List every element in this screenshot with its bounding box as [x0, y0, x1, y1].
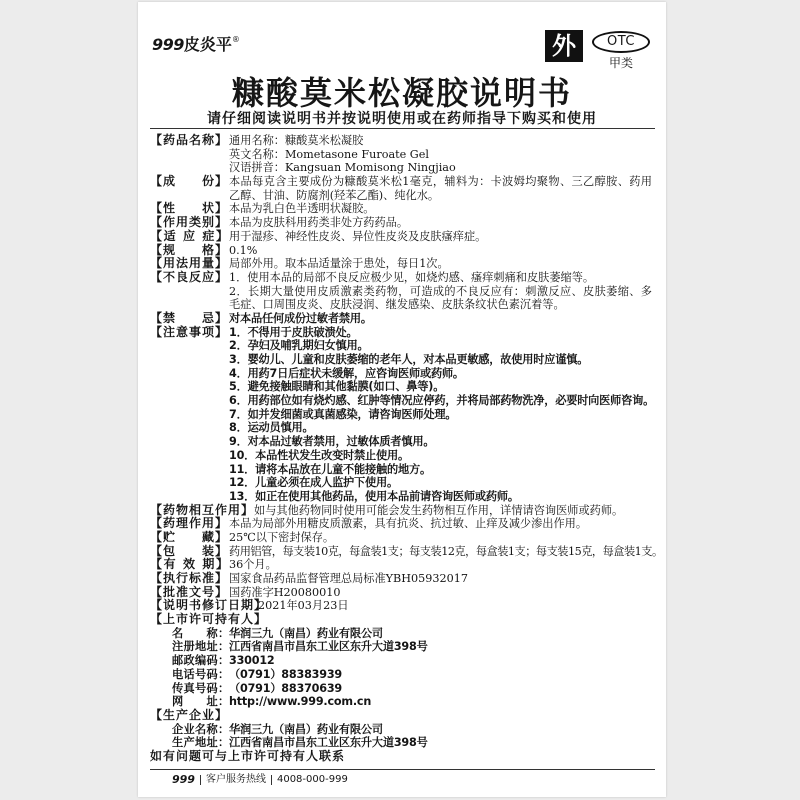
- section-label: 【贮 藏】: [150, 529, 229, 544]
- field-key: 名 称：: [172, 626, 229, 640]
- header-divider: [150, 128, 655, 129]
- section-category: [150, 216, 655, 230]
- section-adverse-reactions: [150, 271, 655, 312]
- section-label: 【批准文号】: [150, 584, 229, 599]
- section-line: 36个月。: [229, 558, 277, 572]
- section-line: 毛症、口周围皮炎、皮肤浸润、继发感染、皮肤条纹状色素沉着等。: [229, 298, 565, 312]
- field-value: 华润三九（南昌）药业有限公司: [229, 626, 383, 640]
- section-label: 【执行标准】: [150, 571, 229, 585]
- field-key: 电话号码：: [172, 667, 229, 681]
- section-label: 【注意事项】: [150, 324, 229, 339]
- section-line: 用于湿疹、神经性皮炎、异位性皮炎及皮肤瘙痒症。: [229, 229, 487, 243]
- section-line: 国家食品药品监督管理总局标准YBH05932017: [229, 572, 468, 585]
- section-line: 如与其他药物同时使用可能会发生药物相互作用，详情请咨询医师或药师。: [254, 503, 624, 517]
- section-standard: [150, 572, 655, 586]
- footer-brand: 999: [172, 773, 195, 786]
- registered-mark: ®: [231, 35, 240, 44]
- field-value: 华润三九（南昌）药业有限公司: [229, 722, 383, 736]
- section-line: 1．使用本品的局部不良反应极少见，如烧灼感、瘙痒刺痛和皮肤萎缩等。: [229, 270, 595, 284]
- section-label: 【性 状】: [150, 201, 229, 216]
- section-label: 【药物相互作用】: [150, 502, 255, 517]
- section-line: 对本品任何成份过敏者禁用。: [229, 311, 372, 325]
- field-value: 江西省南昌市昌东工业区东升大道398号: [229, 736, 428, 750]
- section-label: 【成 份】: [150, 174, 229, 189]
- field-value: （0791）88383939: [229, 667, 342, 681]
- field-value: （0791）88370639: [229, 681, 342, 695]
- field-key: 传真号码：: [172, 681, 229, 695]
- external-use-badge: 外: [545, 30, 583, 62]
- field-key: 英文名称：: [229, 147, 285, 161]
- section-label: 【作用类别】: [150, 215, 229, 230]
- precaution-item: 8．运动员慎用。: [229, 421, 314, 435]
- brand-name: 皮炎平: [183, 35, 232, 54]
- field-value: 江西省南昌市昌东工业区东升大道398号: [229, 640, 428, 654]
- manufacturer-address-row: [150, 736, 655, 750]
- holder-website-row: [150, 695, 655, 709]
- section-label: 【生产企业】: [150, 707, 229, 722]
- section-label: 【禁 忌】: [150, 310, 229, 325]
- section-label: 【包 装】: [150, 543, 229, 558]
- section-drug-name: [150, 134, 655, 175]
- footer: [172, 773, 348, 787]
- section-manufacturer: [150, 709, 655, 723]
- section-dosage: [150, 257, 655, 271]
- section-shelf-life: [150, 558, 655, 572]
- section-precautions: [150, 326, 655, 504]
- brand-logo: [152, 35, 240, 55]
- section-license-holder: [150, 613, 655, 627]
- precaution-item: 9．对本品过敏者禁用，过敏体质者慎用。: [229, 435, 435, 449]
- precaution-item: 6．用药部位如有烧灼感、红肿等情况应停药，并将局部药物洗净，必要时向医师咨询。: [229, 394, 655, 408]
- field-key: 通用名称：: [229, 134, 285, 147]
- brand-number: 999: [152, 35, 184, 54]
- section-revision-date: [150, 599, 655, 613]
- field-key: 注册地址：: [172, 640, 229, 654]
- section-label: 【不良反应】: [150, 269, 229, 284]
- section-label: 【规 格】: [150, 242, 229, 257]
- page-subtitle: 请仔细阅读说明书并按说明使用或在药师指导下购买和使用: [207, 111, 597, 127]
- field-key: 企业名称：: [172, 722, 229, 736]
- section-line: 局部外用。取本品适量涂于患处，每日1次。: [229, 257, 449, 271]
- section-label: 【上市许可持有人】: [150, 612, 268, 627]
- footer-separator: [200, 775, 201, 785]
- precaution-item: 1．不得用于皮肤破溃处。: [229, 325, 358, 339]
- generic-name-line: [229, 134, 655, 148]
- english-name-line: [229, 148, 655, 162]
- section-storage: [150, 531, 655, 545]
- precaution-item: 2．孕妇及哺乳期妇女慎用。: [229, 339, 369, 353]
- field-key: 生产地址：: [172, 736, 229, 750]
- page-title: 糠酸莫米松凝胶说明书: [231, 74, 572, 112]
- footer-divider: [150, 769, 655, 770]
- precaution-item: 11．请将本品放在儿童不能接触的地方。: [229, 462, 431, 476]
- section-line: 国药准字H20080010: [229, 585, 341, 599]
- section-label: 【药理作用】: [150, 516, 229, 531]
- section-line: 药用铝管，每支装10克，每盒装1支；每支装12克，每盒装1支；每支装15克，每盒装1支。: [229, 544, 663, 558]
- section-label: 【药品名称】: [150, 133, 229, 147]
- hotline-label: 客户服务热线: [205, 774, 266, 785]
- section-label: 【适 应 症】: [150, 228, 228, 243]
- contact-note: 如有问题可与上市许可持有人联系: [150, 748, 346, 763]
- field-value: http://www.999.com.cn: [229, 695, 372, 709]
- section-pharmacology: [150, 517, 655, 531]
- field-key: 汉语拼音：: [229, 161, 285, 175]
- footer-separator: [271, 775, 272, 785]
- leaflet-body: [150, 133, 663, 764]
- field-key: 邮政编码：: [172, 654, 229, 668]
- precaution-item: 5．避免接触眼睛和其他黏膜(如口、鼻等)。: [229, 380, 445, 394]
- leaflet-page: [138, 2, 666, 797]
- holder-postcode-row: [150, 654, 655, 668]
- field-key: 网 址：: [172, 695, 229, 709]
- section-line: 本品每克含主要成份为糠酸莫米松1毫克，辅料为：卡波姆均聚物、三乙醇胺、药用: [229, 175, 652, 189]
- holder-fax-row: [150, 682, 655, 696]
- section-line: 本品为乳白色半透明状凝胶。: [229, 202, 375, 216]
- section-label: 【用法用量】: [150, 256, 229, 271]
- section-label: 【说明书修订日期】: [150, 598, 268, 613]
- holder-phone-row: [150, 668, 655, 682]
- section-indications: [150, 230, 655, 244]
- section-line: 本品为皮肤科用药类非处方药药品。: [229, 216, 409, 230]
- section-contraindications: [150, 312, 655, 326]
- field-value: Mometasone Furoate Gel: [284, 147, 429, 161]
- precaution-item: 4．用药7日后症状未缓解，应咨询医师或药师。: [229, 366, 464, 380]
- field-value: 糠酸莫米松凝胶: [284, 134, 364, 147]
- precaution-item: 10．本品性状发生改变时禁止使用。: [229, 448, 409, 462]
- section-line: 2．长期大量使用皮质激素类药物，可造成的不良反应有：刺激反应、皮肤萎缩、多: [229, 284, 652, 298]
- precaution-item: 3．婴幼儿、儿童和皮肤萎缩的老年人，对本品更敏感，故使用时应谨慎。: [229, 353, 589, 366]
- holder-address-row: [150, 640, 655, 654]
- section-line: 本品为局部外用糖皮质激素，具有抗炎、抗过敏、止痒及减少渗出作用。: [229, 517, 588, 531]
- precaution-item: 12．儿童必须在成人监护下使用。: [229, 476, 398, 490]
- precaution-item: 7．如并发细菌或真菌感染，请咨询医师处理。: [229, 407, 457, 421]
- section-line: 2021年03月23日: [258, 599, 349, 613]
- section-label: 【有 效 期】: [150, 557, 228, 572]
- precaution-item: 13．如正在使用其他药品，使用本品前请咨询医师或药师。: [229, 489, 519, 503]
- otc-category: 甲类: [608, 56, 633, 70]
- section-line: 25℃以下密封保存。: [229, 530, 335, 544]
- section-line: 乙醇、甘油、防腐剂(羟苯乙酯)、纯化水。: [229, 188, 440, 202]
- section-ingredients: [150, 175, 655, 202]
- pinyin-name-line: [229, 161, 655, 175]
- hotline-number: 4008-000-999: [276, 774, 348, 785]
- field-value: 330012: [229, 654, 275, 668]
- holder-name-row: [150, 627, 655, 641]
- section-line: 0.1%: [229, 243, 258, 257]
- manufacturer-name-row: [150, 723, 655, 737]
- otc-badge: OTC: [592, 31, 650, 53]
- field-value: Kangsuan Momisong Ningjiao: [284, 161, 456, 175]
